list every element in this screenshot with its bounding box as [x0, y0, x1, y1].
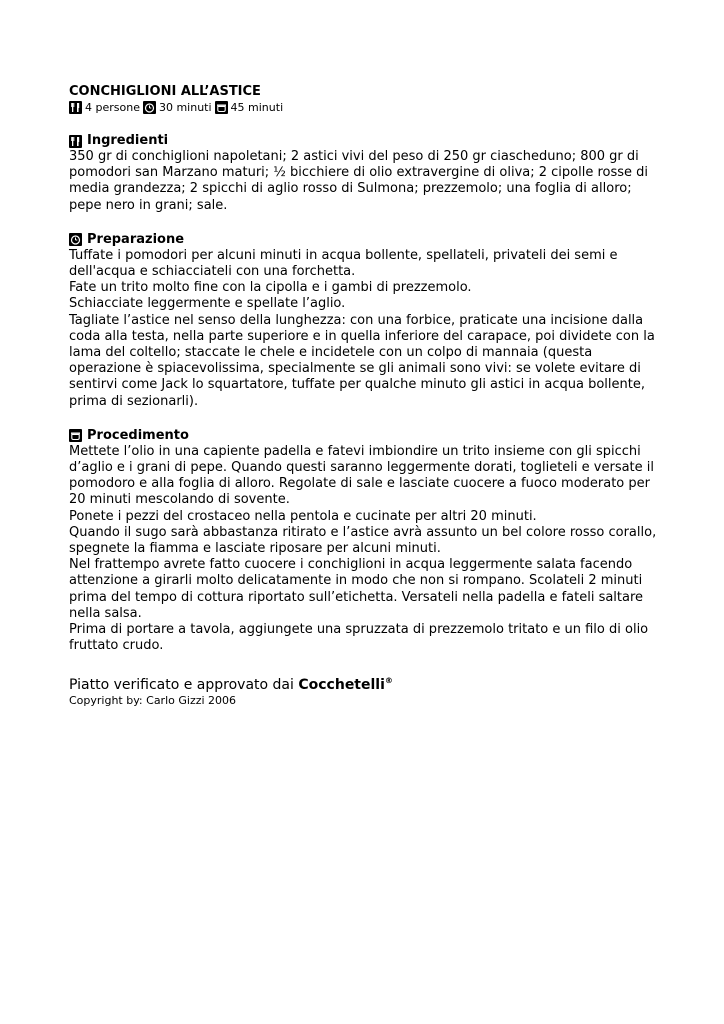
- procedure-text: [69, 444, 659, 655]
- preparation-heading-label: Preparazione: [87, 231, 185, 247]
- cutlery-icon: [69, 101, 82, 114]
- recipe-page: [69, 84, 659, 708]
- registered-mark: ®: [384, 676, 393, 686]
- ingredients-heading: [69, 133, 659, 149]
- verified-line: [69, 672, 659, 694]
- ingredients-text: 350 gr di conchiglioni napoletani; 2 astici vivi del peso di 250 gr ciascheduno; 800 gr di pomodori san Marzano maturi; ½ bicchiere di olio extravergine di oliva; 2 cipolle rosse di media grandezza; 2 spicchi di aglio rosso di Sulmona; prezzemolo; una foglia di alloro; pepe nero in grani; sale.: [69, 149, 649, 213]
- pot-icon: [69, 429, 82, 442]
- clock-icon: [143, 101, 156, 114]
- procedure-paragraph: Ponete i pezzi del crostaceo nella pentola e cucinate per altri 20 minuti.: [69, 508, 537, 524]
- cook-time: 45 minuti: [230, 101, 284, 114]
- preparation-section: [69, 232, 659, 410]
- prep-time: 30 minuti: [158, 101, 212, 114]
- ingredients-heading-label: Ingredienti: [87, 133, 169, 148]
- procedure-section: [69, 428, 659, 655]
- clock-icon: [69, 233, 82, 246]
- preparation-paragraph: Schiacciate leggermente e spellate l’aglio.: [69, 296, 346, 312]
- preparation-paragraph: Tuffate i pomodori per alcuni minuti in acqua bollente, spellateli, privateli dei semi e dell'acqua e schiacciateli con una forchetta.: [69, 247, 618, 280]
- procedure-paragraph: Prima di portare a tavola, aggiungete una spruzzata di prezzemolo tritato e un filo di olio fruttato crudo.: [69, 622, 649, 654]
- procedure-heading-label: Procedimento: [87, 427, 189, 443]
- people-count: 4 persone: [85, 101, 140, 114]
- preparation-heading: [69, 232, 659, 248]
- recipe-meta: [69, 100, 659, 115]
- preparation-paragraph: Tagliate l’astice nel senso della lunghezza: con una forbice, praticate una incisione dalla coda alla testa, nella parte superiore e in quella inferiore del carapace, poi dividete con la lama del coltello; staccate le chele e incidetele con un colpo di mannaia (questa operazione è spiacevolissima, specialmente se gli animali sono vivi: se volete evitare di sentirvi come Jack lo squartatore, tuffate per qualche minuto gli astici in acqua bollente, prima di sezionarli).: [69, 312, 655, 409]
- procedure-paragraph: Quando il sugo sarà abbastanza ritirato e l’astice avrà assunto un bel colore rosso corallo, spegnete la fiamma e lasciate riposare per alcuni minuti.: [69, 524, 657, 557]
- cutlery-icon: [69, 135, 82, 148]
- procedure-paragraph: Nel frattempo avrete fatto cuocere i conchiglioni in acqua leggermente salata facendo attenzione a girarli molto delicatamente in modo che non si rompano. Scolateli 2 minuti prima del tempo di cottura riportato sull’etichetta. Versateli nella padella e fateli saltare nella salsa.: [69, 557, 644, 621]
- copyright: Copyright by: Carlo Gizzi 2006: [69, 694, 237, 708]
- recipe-title: CONCHIGLIONI ALL’ASTICE: [69, 84, 261, 99]
- procedure-paragraph: Mettete l’olio in una capiente padella e fatevi imbiondire un trito insieme con gli spicchi d’aglio e i grani di pepe. Quando questi saranno leggermente dorati, toglieteli e versate il pomodoro e alla foglia di alloro. Regolate di sale e lasciate cuocere a fuoco moderato per 20 minuti mescolando di sovente.: [69, 443, 655, 508]
- pot-icon: [215, 101, 228, 114]
- verified-text: Piatto verificato e approvato dai: [69, 677, 299, 694]
- procedure-heading: [69, 428, 659, 444]
- ingredients-section: [69, 133, 659, 214]
- brand-name: Cocchetelli: [298, 677, 385, 694]
- preparation-text: [69, 248, 659, 410]
- preparation-paragraph: Fate un trito molto fine con la cipolla e i gambi di prezzemolo.: [69, 280, 472, 296]
